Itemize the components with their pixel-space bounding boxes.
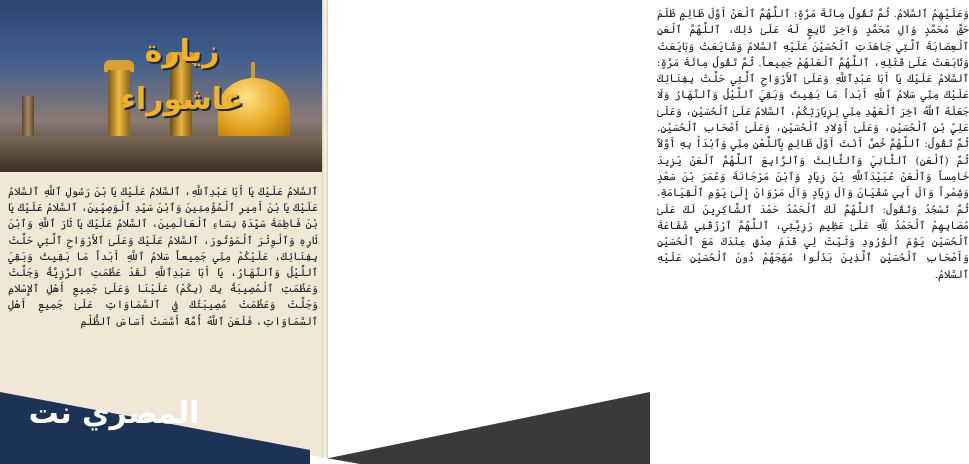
shrine-building (0, 136, 325, 172)
page-title: زيارة عاشوراء (120, 34, 244, 117)
shrine-header-image (0, 0, 325, 172)
left-page-text: ٱلسَّلامُ عَلَيْكَ يَا أَبَا عَبْدِٱللَّهِ، ٱلسَّلامُ عَلَيْكَ يَا بْنَ رَسُولِ ٱللَّهِ ٱلسَّلامُ عَلَيْكَ يَا بْنَ أَمِيرِ ٱلْمُؤْمِنِينَ وَٱبْنَ سَيِّدِ ٱلْوَصِيِّينَ، ٱلسَّلامُ عَلَيْكَ يَا بْنَ فَاطِمَةَ سَيِّدَةِ نِسَاءِ ٱلْعَالَمِينَ، ٱلسَّلامُ عَلَيْكَ يَا ثَارَ ٱللَّهِ وَٱبْنَ ثَارِهِ وَٱلْوِتْرَ ٱلْمَوْتُورَ، ٱلسَّلامُ عَلَيْكَ وَعَلَىٰ ٱلأَرْوَاحِ ٱلَّتِي حَلَّتْ بِفِنَائِكَ، عَلَيْكُمْ مِنِّي جَمِيعاً سَلامُ ٱللَّهِ أَبَداً مَا بَقِيتُ وَبَقِيَ ٱللَّيْلُ وَٱلنَّهَارُ، يَا أَبَا عَبْدِٱللَّهِ لَقَدْ عَظُمَتِ ٱلرَّزِيَّةُ وَجَلَّتْ وَعَظُمَتِ ٱلْمُصِيبَةُ بِكَ (بِكُمْ) عَلَيْنَا وَعَلَىٰ جَمِيعِ أَهْلِ ٱلإِسْلامِ وَجَلَّتْ وَعَظُمَتْ مُصِيبَتُكَ فِي ٱلسَّمَاوَاتِ عَلَىٰ جَمِيعِ أَهْلِ ٱلسَّمَاوَاتِ، فَلَعَنَ ٱللَّهُ أُمَّةً أَسَّسَتْ أَسَاسَ ٱلظُّلْمِ (8, 186, 318, 328)
site-logo[interactable]: المصري نت (28, 396, 200, 431)
right-page-text: وَعَلَيْهِمُ ٱلسَّلامُ. ثُمَّ تَقُولُ مِائَةَ مَرَّةٍ: ٱللَّهُمَّ ٱلْعَنْ أَوَّلَ ظَالِمٍ ظَلَمَ حَقَّ مُحَمَّدٍ وَآلِ مُحَمَّدٍ وَآخِرَ تَابِعٍ لَهُ عَلَىٰ ذٰلِكَ، ٱللَّهُمَّ ٱلْعَنِ ٱلْعِصَابَةَ ٱلَّتِي جَاهَدَتِ ٱلْحُسَيْنَ عَلَيْهِ ٱلسَّلامُ وَشَايَعَتْ وَبَايَعَتْ وَتَابَعَتْ عَلَىٰ قَتْلِهِ، ٱللَّهُمَّ ٱلْعَنْهُمْ جَمِيعاً. ثُمَّ تَقُولُ مِائَةَ مَرَّةٍ: ٱلسَّلامُ عَلَيْكَ يَا أَبَا عَبْدِٱللَّهِ وَعَلَىٰ ٱلأَرْوَاحِ ٱلَّتِي حَلَّتْ بِفِنَائِكَ عَلَيْكَ مِنِّي سَلامُ ٱللَّهِ أَبَداً مَا بَقِيتُ وَبَقِيَ ٱللَّيْلُ وَٱلنَّهَارُ وَلَا جَعَلَهُ ٱللَّهُ آخِرَ ٱلْعَهْدِ مِنِّي لِزِيَارَتِكُمْ، ٱلسَّلامُ عَلَىٰ ٱلْحُسَيْنِ، وَعَلَىٰ عَلِيِّ بْنِ ٱلْحُسَيْنِ، وَعَلَىٰ أَوْلادِ ٱلْحُسَيْنِ، وَعَلَىٰ أَصْحَابِ ٱلْحُسَيْنِ. ثُمَّ تَقُولُ: ٱللَّهُمَّ خُصَّ أَنْتَ أَوَّلَ ظَالِمٍ بِٱللَّعْنِ مِنِّي وَٱبْدَأْ بِهِ أَوَّلاً ثُمَّ (ٱلْعَنِ) ٱلثَّانِيَ وَٱلثَّالِثَ وَٱلرَّابِعَ ٱللَّهُمَّ ٱلْعَنْ يَزِيدَ خَامِساً وَٱلْعَنْ عُبَيْدَٱللَّهِ بْنَ زِيَادٍ وَٱبْنَ مَرْجَانَةَ وَعُمَرَ بْنَ سَعْدٍ وَشِمْراً وَآلَ أَبِي سُفْيَانَ وَآلَ زِيَادٍ وَآلَ مَرْوَانَ إِلَىٰ يَوْمِ ٱلْقِيَامَةِ. ثُمَّ تَسْجُدُ وَتَقُولُ: ٱللَّهُمَّ لَكَ ٱلْحَمْدُ حَمْدَ ٱلشَّاكِرِينَ لَكَ عَلَىٰ مُصَابِهِمْ ٱلْحَمْدُ لِلَّهِ عَلَىٰ عَظِيمِ رَزِيَّتِي، ٱللَّهُمَّ ٱرْزُقْنِي شَفَاعَةَ ٱلْحُسَيْنِ يَوْمَ ٱلْوُرُودِ وَثَبِّتْ لِي قَدَمَ صِدْقٍ عِنْدَكَ مَعَ ٱلْحُسَيْنِ وَأَصْحَابِ ٱلْحُسَيْنِ ٱلَّذِينَ بَذَلُوا مُهَجَهُمْ دُونَ ٱلْحُسَيْنِ عَلَيْهِ ٱلسَّلامُ. (657, 8, 969, 281)
footer-right-panel (300, 392, 650, 464)
